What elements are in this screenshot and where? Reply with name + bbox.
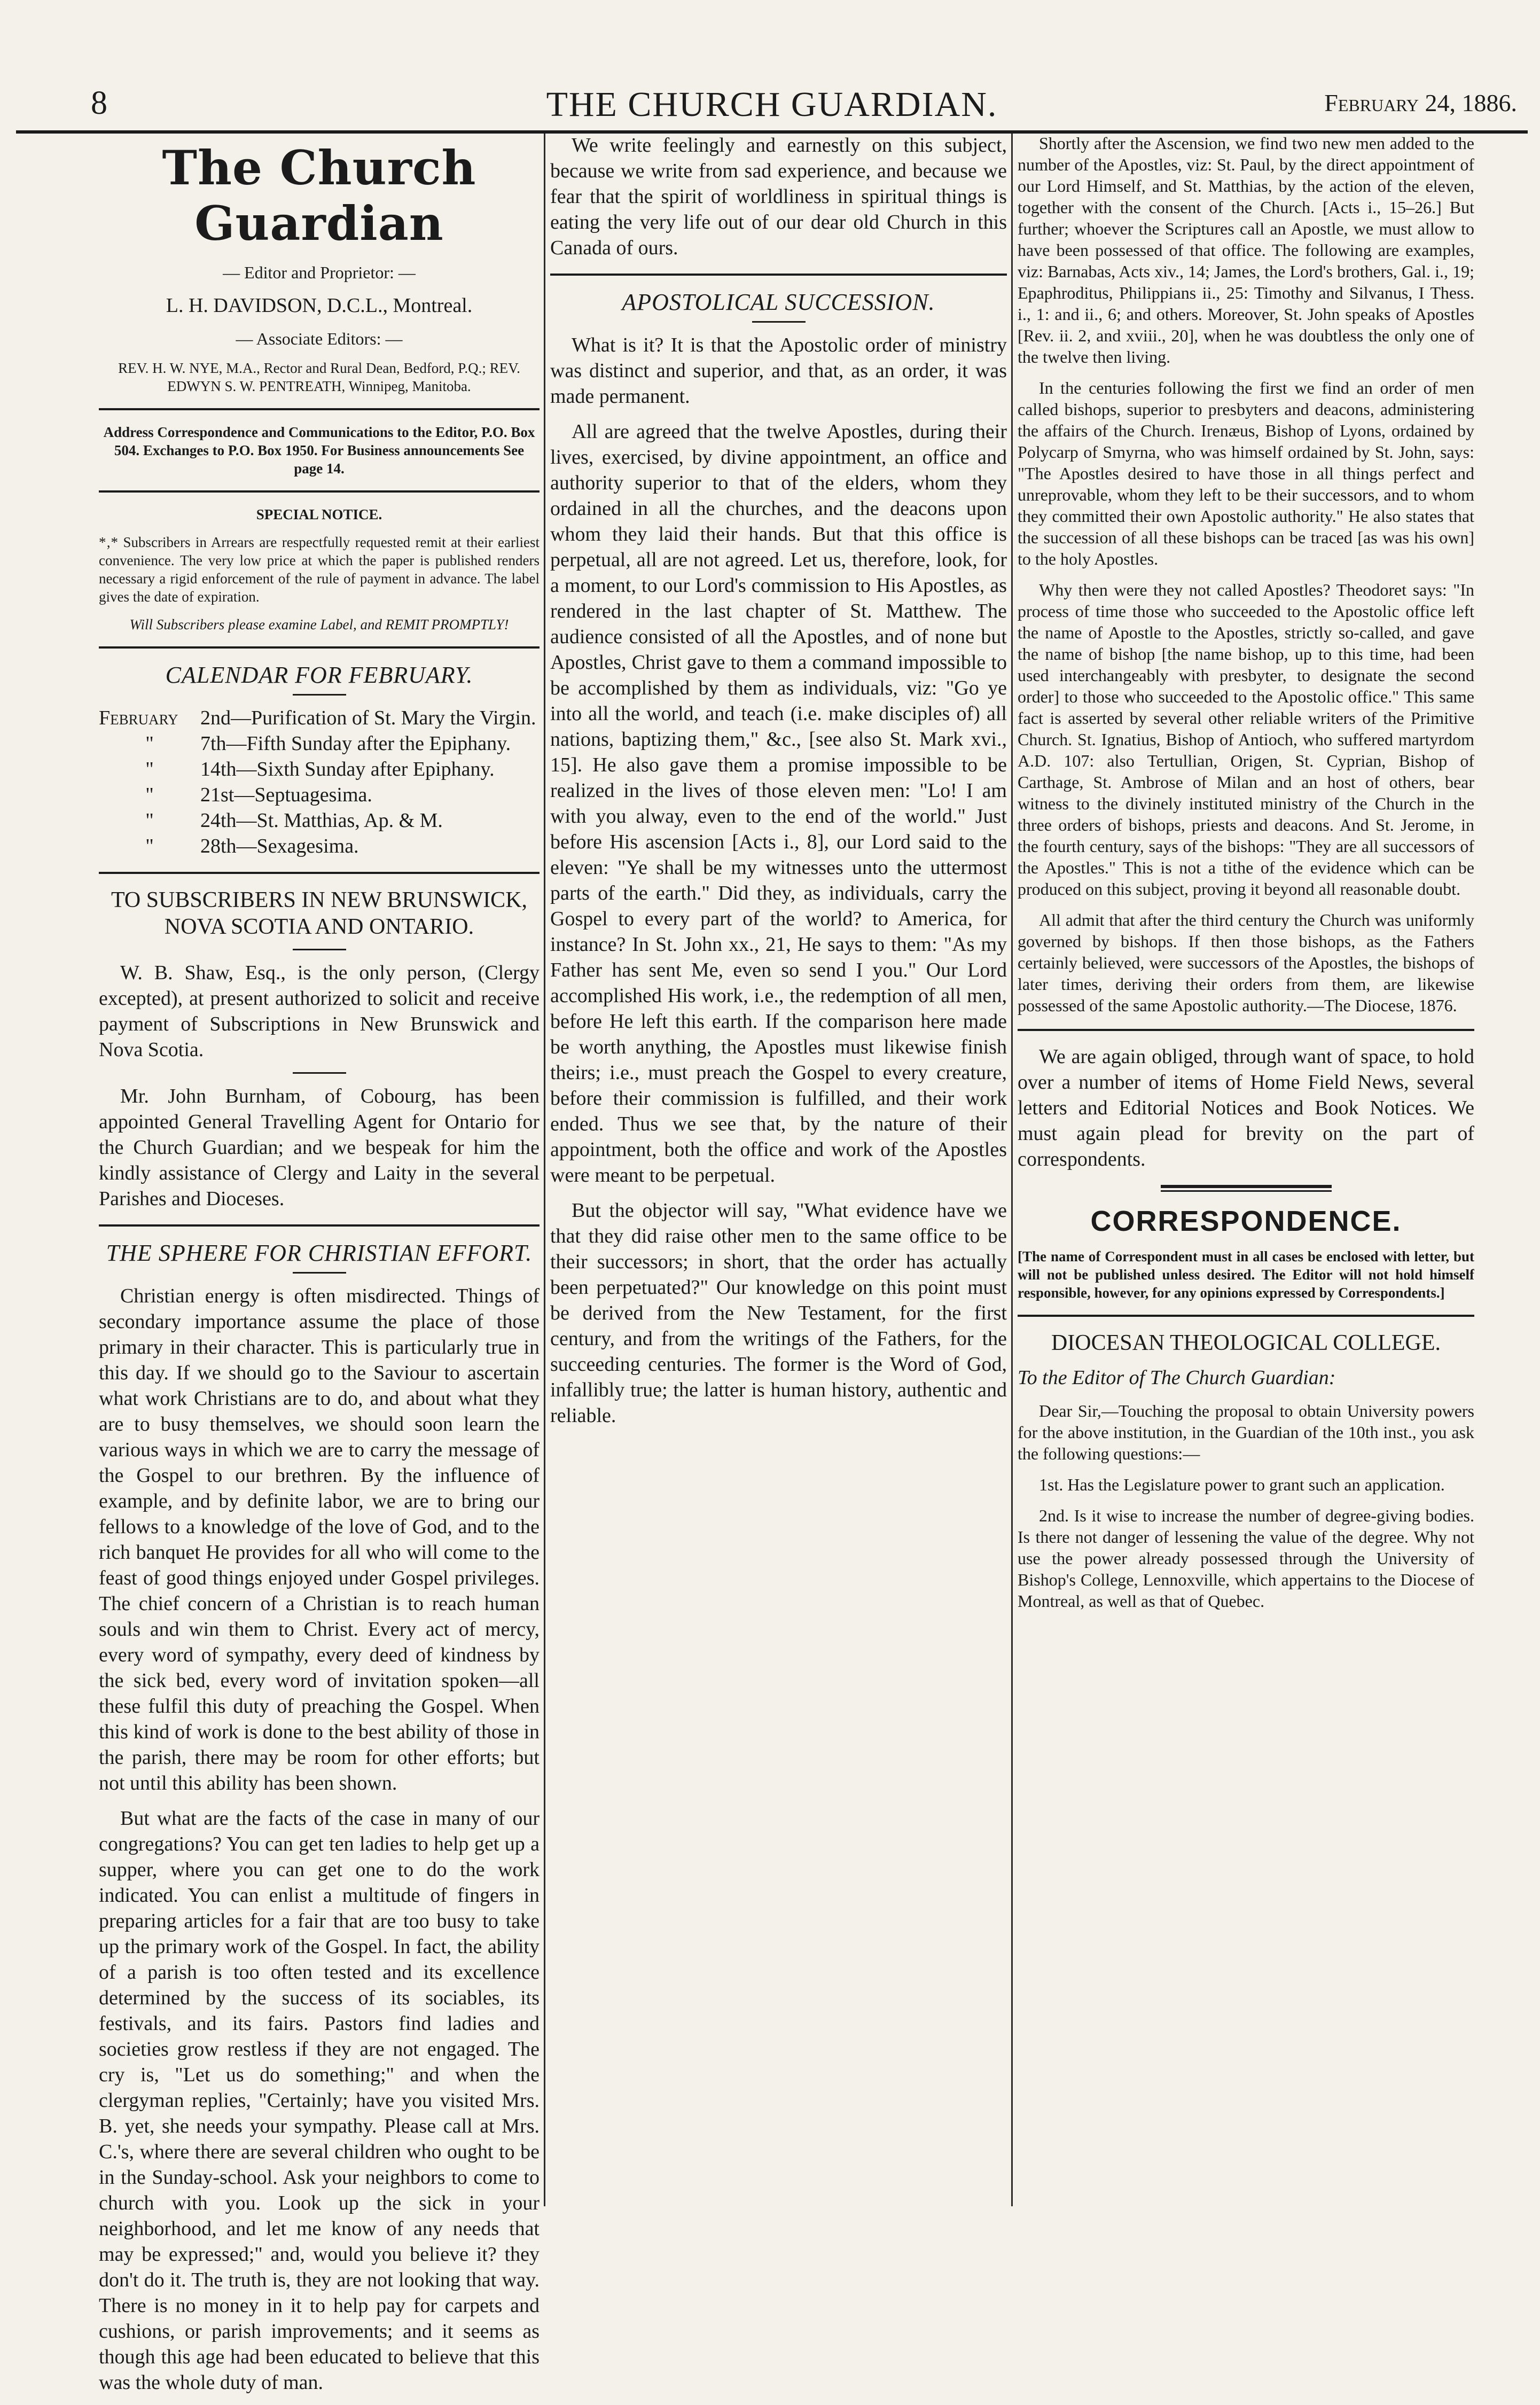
calendar-entry: 21st—Septuagesima. xyxy=(200,784,372,806)
calendar-row xyxy=(99,731,540,756)
article-paragraph: In the centuries following the first we find an order of men called bishops, superior to presbyters and deacons, administering the affairs of the Church. Irenæus, Bishop of Lyons, ordained by Polycarp of Smyrna, who was himself ordained by St. John, says: "The Apostles desired to have those in all things perfect and unreprovable, whom they left to be their successors, and to whom they committed their own Apostolic authority." He also states that the succession of all these bishops can be traced [as was his own] to the holy Apostles. xyxy=(1018,378,1474,568)
divider xyxy=(99,408,540,410)
calendar-entry: 7th—Fifth Sunday after the Epiphany. xyxy=(200,732,511,755)
article-paragraph: What is it? It is that the Apostolic order of ministry was distinct and superior, and that, as an order, it was made permanent. xyxy=(550,334,1007,408)
divider xyxy=(1018,1029,1474,1031)
calendar-row xyxy=(99,833,540,859)
page-number: 8 xyxy=(91,85,107,121)
editor-name: L. H. DAVIDSON, D.C.L., Montreal. xyxy=(166,294,473,317)
article-paragraph: Why then were they not called Apostles? Theodoret says: "In process of time those who succeeded to the Apostolic office left the name of Apostle to the Apostles, strictly so-called, and gave the name of bishop [the name bishop, up to this time, had been used interchangeably with presbyter, to designate the second order] to those who succeeded to the Apostolic office." This same fact is asserted by several other reliable writers of the Primitive Church. St. Ignatius, Bishop of Antioch, who suffered martyrdom A.D. 107: also Tertullian, Origen, St. Cyprian, Bishop of Carthage, St. Ambrose of Milan and an host of others, bear witness to the divinely instituted ministry of the Church in the three orders of bishops, priests and deacons. And St. Jerome, in the fourth century, says of the bishops: "They are all successors of the Apostles." This is not a tithe of the evidence which can be produced on this subject, proving it beyond all reasonable doubt. xyxy=(1018,580,1474,899)
short-rule xyxy=(293,1072,346,1074)
page-header xyxy=(16,79,1528,134)
article-paragraph: All are agreed that the twelve Apostles, during their lives, exercised, by divine appointment, an office and authority superior to that of the elders, whom they ordained in all the churches, and the deacons upon whom they laid their hands. But that this office is perpetual, all are not agreed. Let us, therefore, look, for a moment, to our Lord's commission to His Apostles, as rendered in the last chapter of St. Matthew. The audience consisted of all the Apostles, and of none but Apostles, Christ gave to them a command impossible to be accomplished by them as individuals, viz: "Go ye into all the world, and teach (i.e. make disciples of) all nations, baptizing them," &c., [see also St. Mark xvi., 15]. He also gave them a promise impossible to be realized in the lives of those eleven men: "Lo! I am with you alway, even to the end of the world." Just before His ascension [Acts i., 8], our Lord said to the eleven: "Ye shall be my witnesses unto the uttermost parts of the earth." Did they, as individuals, carry the Gospel to every part of the world? to America, for instance? In St. John xx., 21, He says to them: "As my Father has sent Me, even so send I you." Our Lord accomplished His work, i.e., the redemption of all men, before He left this earth. If the comparison here made be worth anything, the Apostles must likewise finish theirs; i.e., must preach the Gospel to every creature, before their commission is fulfilled, and their work ended. Thus we see that, by the nature of their appointment, both the office and work of the Apostles were meant to be perpetual. xyxy=(550,420,1007,1186)
calendar-entry: 28th—Sexagesima. xyxy=(200,835,359,857)
letter-salutation: To the Editor of The Church Guardian: xyxy=(1018,1367,1336,1389)
apostolic-heading: APOSTOLICAL SUCCESSION. xyxy=(622,289,935,315)
remit-prompt: Will Subscribers please examine Label, and REMIT PROMPTLY! xyxy=(129,616,509,633)
calendar-row xyxy=(99,808,540,833)
letter-question: 1st. Has the Legislature power to grant such an application. xyxy=(1039,1475,1445,1494)
divider xyxy=(99,1224,540,1227)
calendar-title: CALENDAR FOR FEBRUARY. xyxy=(165,662,473,688)
divider xyxy=(99,646,540,649)
special-notice-body: *‚* Subscribers in Arrears are respectfully requested remit at their earliest convenience. The very low price at which the paper is published renders necessary a rigid enforcement of the rule of payment in advance. The label gives the date of expiration. xyxy=(99,534,540,605)
divider xyxy=(1018,1315,1474,1317)
article-paragraph: But what are the facts of the case in many of our congregations? You can get ten ladies to help get up a supper, where you can get one to do the work indicated. You can enlist a multitude of fingers in preparing articles for a fair that are too busy to take up the primary work of the Gospel. In fact, the ability of a parish is too often tested and its excellence determined by the success of its sociables, its festivals, and its fairs. Pastors find ladies and societies grow restless if they are not engaged. The cry is, "Let us do something;" and when the clergyman replies, "Certainly; have you visited Mrs. B. yet, she needs your sympathy. Please call at Mrs. C.'s, where there are several children who ought to be in the Sunday-school. Ask your neighbors to come to church with you. Look up the sick in your neighborhood, and let me know of any needs that may be expressed;" and, would you believe it? they don't do it. The truth is, they are not looking that way. There is no money in it to help pay for carpets and cushions, or parish improvements; and it seems as though this age had been educated to believe that this was the whole duty of man. xyxy=(99,1807,540,2394)
column-2 xyxy=(550,132,1007,1438)
issue-date: February 24, 1886. xyxy=(1324,89,1517,116)
editor-label: — Editor and Proprietor: — xyxy=(223,263,416,282)
paper-title: THE CHURCH GUARDIAN. xyxy=(546,85,998,124)
agent-paragraph: Mr. John Burnham, of Cobourg, has been appointed General Travelling Agent for Ontario for the Church Guardian; and we bespeak for him the kindly assistance of Clergy and Laity in the several Parishes and Dioceses. xyxy=(99,1085,540,1210)
divider xyxy=(99,490,540,493)
calendar-month: February xyxy=(99,707,178,729)
associate-label: — Associate Editors: — xyxy=(236,329,403,348)
letter-paragraph: Dear Sir,—Touching the proposal to obtain University powers for the above institution, in the Guardian of the 10th inst., you ask the following questions:— xyxy=(1018,1401,1474,1463)
calendar-table xyxy=(99,705,540,859)
special-notice-title: SPECIAL NOTICE. xyxy=(256,506,382,522)
ditto-mark: " xyxy=(145,732,154,755)
ditto-mark: " xyxy=(145,784,154,806)
article-paragraph: Christian energy is often misdirected. Things of secondary importance assume the place of those primary in their character. This is particularly true in this day. If we should go to the Saviour to ascertain what work Christians are to do, and about what they are to busy themselves, we should soon learn the various ways in which we are to carry the message of the Gospel to our brethren. By the influence of example, and by definite labor, we are to bring our fellows to a knowledge of the love of God, and to the rich banquet He provides for all who will come to the feast of good things enjoyed under Gospel privileges. The chief concern of a Christian is to reach human souls and win them to Christ. Every act of mercy, every word of sympathy, every deed of kindness by the sick bed, every word of invitation spoken—all these fulfil this duty of preaching the Gospel. When this kind of work is done to the best ability of those in the parish, there may be room for other efforts; but not until this ability has been shown. xyxy=(99,1285,540,1794)
divider xyxy=(550,274,1007,276)
article-paragraph: We write feelingly and earnestly on this subject, because we write from sad experience, and because we fear that the spirit of worldliness in spiritual things is eating the very life out of our dear old Church in this Canada of ours. xyxy=(550,134,1007,259)
column-rule xyxy=(1011,134,1013,2206)
divider xyxy=(99,872,540,874)
ditto-mark: " xyxy=(145,809,154,832)
article-paragraph: Shortly after the Ascension, we find two new men added to the number of the Apostles, viz: St. Paul, by the direct appointment of our Lord Himself, and St. Matthias, by the action of the eleven, together with the consent of the Church. [Acts i., 15–26.] But further; whoever the Scriptures call an Apostle, we must allow to have been possessed of that office. The following are examples, viz: Barnabas, Acts xiv., 14; James, the Lord's brothers, Gal. i., 19; Epaphroditus, Philippians ii., 25: Timothy and Silvanus, I Thess. i., 1: and ii., 6; and others. Moreover, St. John speaks of Apostles [Rev. ii. 2, and xviii., 20], when he was doubtless the only one of the twelve then living. xyxy=(1018,134,1474,366)
address-notice: Address Correspondence and Communications to the Editor, P.O. Box 504. Exchanges to P.O. Box 1950. For Business announcements See page 14. xyxy=(103,424,535,477)
short-rule xyxy=(293,1272,346,1274)
associate-editors: REV. H. W. NYE, M.A., Rector and Rural Dean, Bedford, P.Q.; REV. EDWYN S. W. PENTREATH, Winnipeg, Manitoba. xyxy=(118,360,520,394)
calendar-entry: 24th—St. Matthias, Ap. & M. xyxy=(200,809,443,832)
article-paragraph: But the objector will say, "What evidence have we that they did raise other men to the same office to be their successors; in short, that the order has actually been perpetuated?" Our knowledge on this point must be derived from the New Testament, for the first century, and from the writings of the Fathers, for the succeeding centuries. The former is the Word of God, infallibly true; the latter is human history, authentic and reliable. xyxy=(550,1199,1007,1427)
calendar-entry: 2nd—Purification of St. Mary the Virgin. xyxy=(200,707,536,729)
correspondence-disclaimer: [The name of Correspondent must in all cases be enclosed with letter, but will not be published unless desired. The Editor will not hold himself responsible, however, for any opinions expressed by Correspondents.] xyxy=(1018,1248,1474,1301)
correspondence-title: CORRESPONDENCE. xyxy=(1090,1205,1402,1237)
ditto-mark: " xyxy=(145,835,154,857)
calendar-row xyxy=(99,756,540,782)
short-rule xyxy=(752,321,806,323)
short-rule xyxy=(293,949,346,950)
letter-question: 2nd. Is it wise to increase the number of degree-giving bodies. Is there not danger of lessening the value of the degree. Why not use the power already possessed through the University of Bishop's College, Lennoxville, which appertains to the Diocese of Montreal, as well as that of Quebec. xyxy=(1018,1506,1474,1611)
sphere-heading: THE SPHERE FOR CHRISTIAN EFFORT. xyxy=(106,1240,533,1266)
letter-heading: DIOCESAN THEOLOGICAL COLLEGE. xyxy=(1051,1331,1441,1355)
subscribers-heading: TO SUBSCRIBERS IN NEW BRUNSWICK, NOVA SCOTIA AND ONTARIO. xyxy=(111,888,528,939)
double-rule xyxy=(1161,1185,1332,1192)
calendar-entry: 14th—Sixth Sunday after Epiphany. xyxy=(200,758,495,780)
masthead-title: The Church Guardian xyxy=(162,140,476,251)
column-1 xyxy=(99,132,540,2405)
short-rule xyxy=(293,694,346,696)
space-notice: We are again obliged, through want of space, to hold over a number of items of Home Field News, several letters and Editorial Notices and Book Notices. We must again plead for brevity on the part of correspondents. xyxy=(1018,1045,1474,1170)
column-rule xyxy=(544,134,545,2206)
subscribers-paragraph: W. B. Shaw, Esq., is the only person, (Clergy excepted), at present authorized to solicit and receive payment of Subscriptions in New Brunswick and Nova Scotia. xyxy=(99,962,540,1061)
column-3 xyxy=(1018,132,1474,1621)
ditto-mark: " xyxy=(145,758,154,780)
calendar-row xyxy=(99,782,540,808)
calendar-row xyxy=(99,705,540,731)
article-paragraph: All admit that after the third century the Church was uniformly governed by bishops. If then those bishops, as the Fathers certainly believed, were successors of the Apostles, the bishops of later times, deriving their orders from them, are likewise possessed of the same Apostolic authority.—The Diocese, 1876. xyxy=(1018,910,1474,1015)
